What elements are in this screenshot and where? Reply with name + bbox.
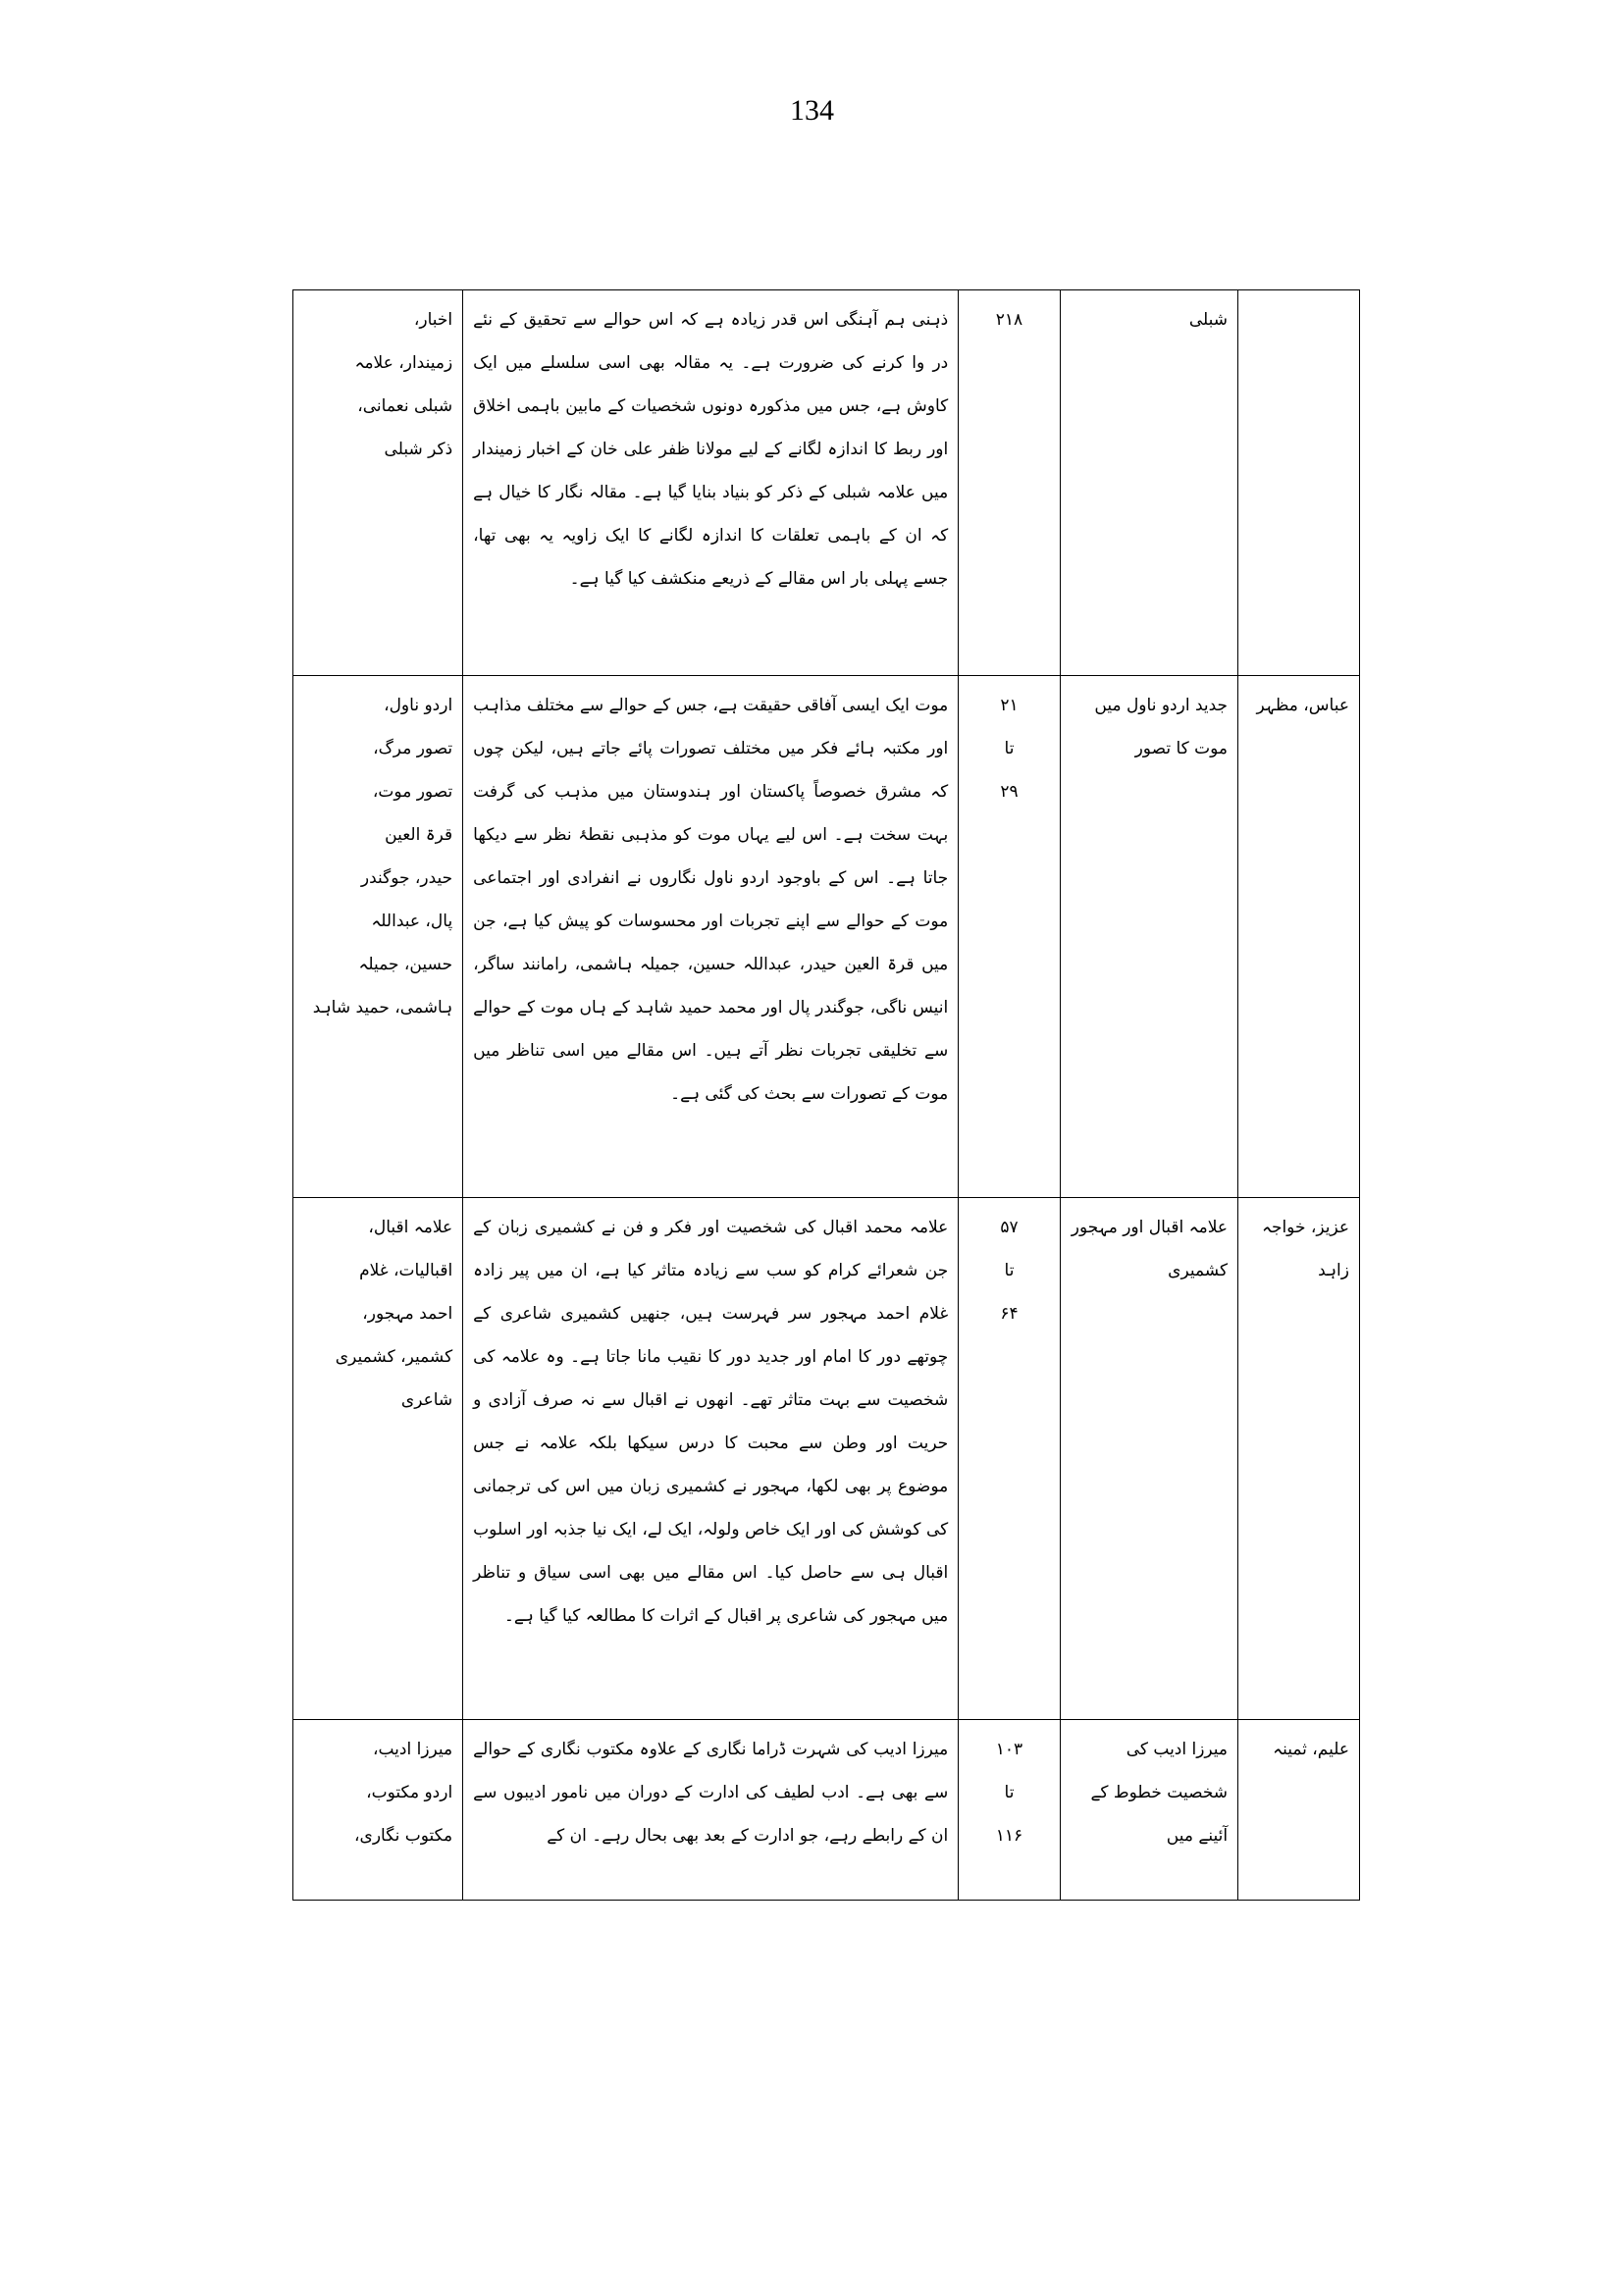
keywords-cell-line: شاعری	[400, 1390, 453, 1410]
keywords-cell-line: اقبالیات، غلام	[359, 1261, 453, 1280]
keywords-cell-line: حسین، جمیلہ	[358, 955, 453, 974]
title-cell-line: علامہ اقبال اور مہجور	[1071, 1218, 1229, 1237]
abstract-cell: علامہ محمد اقبال کی شخصیت اور فکر و فن نے کشمیری زبان کے جن شعرائے کرام کو سب سے زیادہ متاثر کیا ہے، ان میں پیر زادہ غلام احمد مہجور سر فہرست ہیں، جنھیں کشمیری شاعری کے چوتھے دور کا امام اور جدید دور کا نقیب مانا جاتا ہے۔ وہ علامہ کی شخصیت سے بہت متاثر تھے۔ انھوں نے اقبال سے نہ صرف آزادی و حریت اور وطن سے محبت کا درس سیکھا بلکہ علامہ نے جس موضوع پر بھی لکھا، مہجور نے کشمیری زبان میں اس کی ترجمانی کی کوشش کی اور ایک خاص ولولہ، ایک لے، ایک نیا جذبہ اور اسلوب اقبال ہی سے حاصل کیا۔ اس مقالے میں بھی اسی سیاق و تناظر میں مہجور کی شاعری پر اقبال کے اثرات کا مطالعہ کیا گیا ہے۔	[463, 1198, 959, 1720]
author-cell	[1238, 290, 1360, 676]
title-cell	[1060, 1720, 1237, 1901]
keywords-cell-line: شبلی نعمانی،	[357, 396, 453, 416]
keywords-cell-line: ذکر شبلی	[384, 440, 453, 459]
keywords-cell-line: علامہ اقبال،	[368, 1218, 453, 1237]
keywords-cell-line: اردو مکتوب،	[366, 1783, 453, 1802]
bibliography-table	[292, 289, 1360, 1901]
pages-cell-line: ۵۷	[1000, 1218, 1019, 1237]
keywords-cell-line: میرزا ادیب،	[373, 1740, 453, 1759]
keywords-cell	[293, 1720, 463, 1901]
keywords-cell-line: تصور موت،	[372, 782, 453, 802]
author-cell	[1238, 676, 1360, 1198]
title-cell-line: آئینے میں	[1166, 1826, 1229, 1846]
pages-cell-line: ۲۱	[1000, 696, 1019, 715]
title-cell-line: کشمیری	[1168, 1261, 1229, 1280]
title-cell	[1060, 290, 1237, 676]
page-number: 134	[790, 94, 834, 127]
title-cell-line: میرزا ادیب کی	[1126, 1740, 1229, 1759]
keywords-cell-line: ہاشمی، حمید شاہد	[312, 998, 453, 1017]
abstract-cell: ذہنی ہم آہنگی اس قدر زیادہ ہے کہ اس حوالے سے تحقیق کے نئے در وا کرنے کی ضرورت ہے۔ یہ مقالہ بھی اسی سلسلے میں ایک کاوش ہے، جس میں مذکورہ دونوں شخصیات کے مابین باہمی اخلاق اور ربط کا اندازہ لگانے کے لیے مولانا ظفر علی خان کے اخبار زمیندار میں علامہ شبلی کے ذکر کو بنیاد بنایا گیا ہے۔ مقالہ نگار کا خیال ہے کہ ان کے باہمی تعلقات کا اندازہ لگانے کا ایک زاویہ یہ بھی تھا، جسے پہلی بار اس مقالے کے ذریعے منکشف کیا گیا ہے۔	[463, 290, 959, 676]
keywords-cell	[293, 290, 463, 676]
table-row	[293, 676, 1360, 1198]
keywords-cell-line: حیدر، جوگندر	[360, 868, 453, 888]
pages-cell	[959, 290, 1060, 676]
keywords-cell-line: اردو ناول،	[384, 696, 453, 715]
pages-cell-line: تا	[1004, 1261, 1015, 1280]
author-cell-line: عزیز، خواجہ	[1261, 1218, 1349, 1237]
author-cell-line: عباس، مظہر	[1256, 696, 1349, 715]
pages-cell	[959, 1198, 1060, 1720]
keywords-cell-line: مکتوب نگاری،	[354, 1826, 453, 1846]
title-cell	[1060, 1198, 1237, 1720]
table-row	[293, 1720, 1360, 1901]
title-cell-line: موت کا تصور	[1134, 739, 1229, 758]
pages-cell-line: ۱۰۳	[995, 1740, 1023, 1759]
pages-cell-line: ۲۹	[1000, 782, 1019, 802]
title-cell-line: شبلی	[1188, 310, 1229, 330]
pages-cell-line: ۶۴	[1000, 1304, 1019, 1324]
keywords-cell-line: اخبار،	[413, 310, 453, 330]
abstract-cell: میرزا ادیب کی شہرت ڈراما نگاری کے علاوہ مکتوب نگاری کے حوالے سے بھی ہے۔ ادب لطیف کی ادارت کے دوران میں نامور ادیبوں سے ان کے رابطے رہے، جو ادارت کے بعد بھی بحال رہے۔ ان کے	[463, 1720, 959, 1901]
keywords-cell-line: زمیندار، علامہ	[354, 353, 453, 373]
table-row	[293, 290, 1360, 676]
keywords-cell-line: احمد مہجور،	[362, 1304, 453, 1324]
pages-cell	[959, 1720, 1060, 1901]
title-cell-line: شخصیت خطوط کے	[1090, 1783, 1229, 1802]
pages-cell-line: تا	[1004, 739, 1015, 758]
keywords-cell	[293, 1198, 463, 1720]
keywords-cell	[293, 676, 463, 1198]
keywords-cell-line: کشمیر، کشمیری	[335, 1347, 453, 1367]
pages-cell-line: ۲۱۸	[995, 310, 1023, 330]
author-cell-line: علیم، ثمینہ	[1273, 1740, 1349, 1759]
pages-cell-line: ۱۱۶	[995, 1826, 1023, 1846]
abstract-cell: موت ایک ایسی آفاقی حقیقت ہے، جس کے حوالے سے مختلف مذاہب اور مکتبہ ہائے فکر میں مختلف تصورات پائے جاتے ہیں، لیکن چوں کہ مشرق خصوصاً پاکستان اور ہندوستان میں مذہب کی گرفت بہت سخت ہے۔ اس لیے یہاں موت کو مذہبی نقطۂ نظر سے دیکھا جاتا ہے۔ اس کے باوجود اردو ناول نگاروں نے انفرادی اور اجتماعی موت کے حوالے سے اپنے تجربات اور محسوسات کو پیش کیا ہے، جن میں قرۃ العین حیدر، عبداللہ حسین، جمیلہ ہاشمی، رامانند ساگر، انیس ناگی، جوگندر پال اور محمد حمید شاہد کے ہاں موت کے حوالے سے تخلیقی تجربات نظر آتے ہیں۔ اس مقالے میں اسی تناظر میں موت کے تصورات سے بحث کی گئی ہے۔	[463, 676, 959, 1198]
pages-cell-line: تا	[1004, 1783, 1015, 1802]
title-cell-line: جدید اردو ناول میں	[1094, 696, 1229, 715]
author-cell	[1238, 1720, 1360, 1901]
author-cell-line: زاہد	[1318, 1261, 1349, 1280]
table-row	[293, 1198, 1360, 1720]
keywords-cell-line: قرۃ العین	[385, 825, 453, 845]
author-cell	[1238, 1198, 1360, 1720]
keywords-cell-line: پال، عبداللہ	[371, 912, 453, 931]
keywords-cell-line: تصور مرگ،	[373, 739, 453, 758]
title-cell	[1060, 676, 1237, 1198]
pages-cell	[959, 676, 1060, 1198]
